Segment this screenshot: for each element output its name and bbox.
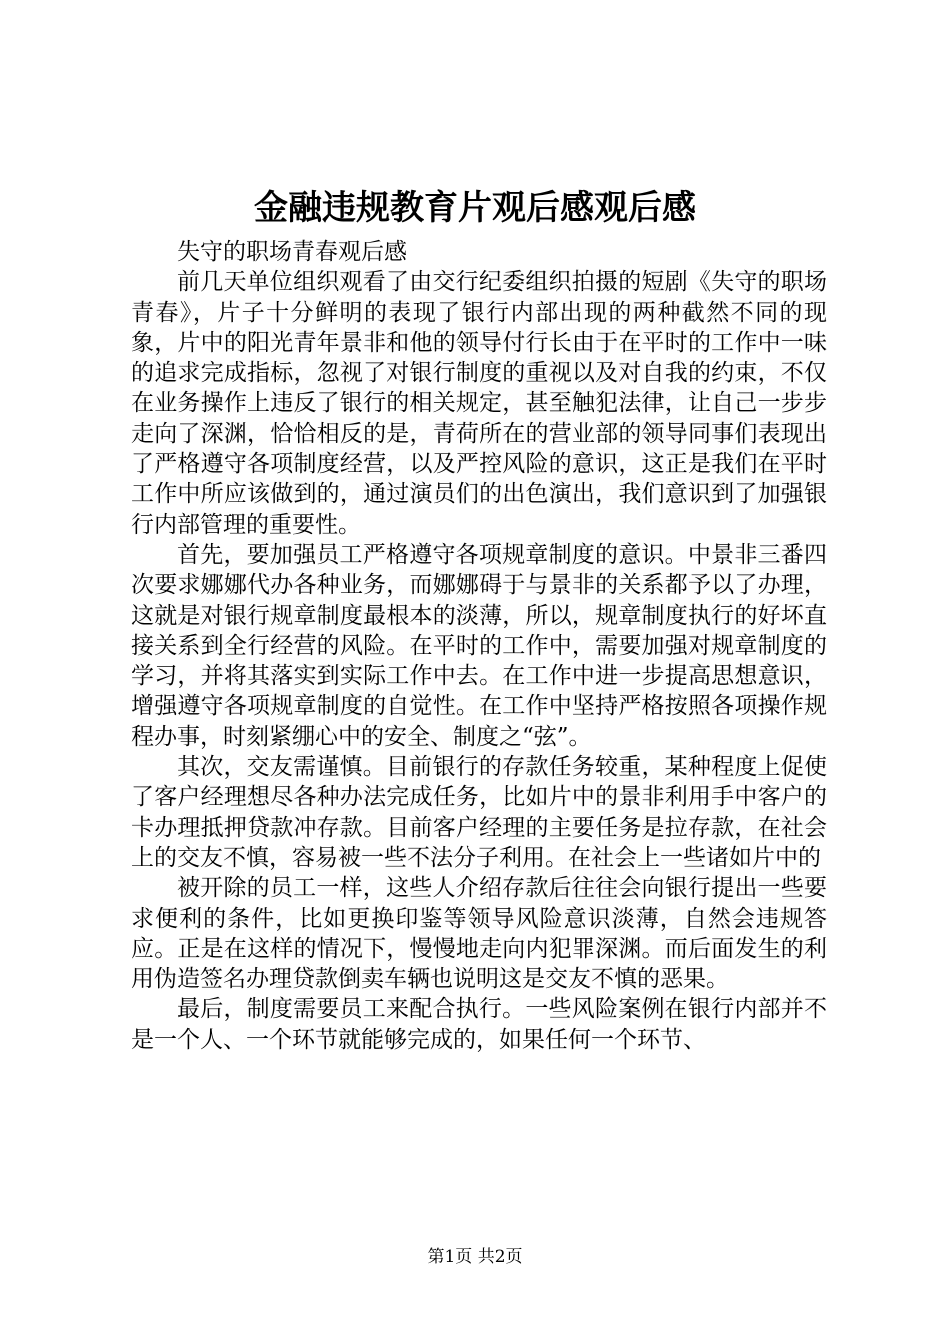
- body-paragraph: 其次，交友需谨慎。目前银行的存款任务较重，某种程度上促使了客户经理想尽各种办法完成任务，比如片中的景非利用手中客户的卡办理抵押贷款冲存款。目前客户经理的主要任务是拉存款，在社会上的交友不慎，容易被一些不法分子利用。在社会上一些诸如片中的: [131, 754, 827, 871]
- body-paragraph: 前几天单位组织观看了由交行纪委组织拍摄的短剧《失守的职场青春》，片子十分鲜明的表现了银行内部出现的两种截然不同的现象，片中的阳光青年景非和他的领导付行长由于在平时的工作中一味的追求完成指标，忽视了对银行制度的重视以及对自我的约束，不仅在业务操作上违反了银行的相关规定，甚至触犯法律，让自己一步步走向了深渊，恰恰相反的是，青荷所在的营业部的领导同事们表现出了严格遵守各项制度经营，以及严控风险的意识，这正是我们在平时工作中所应该做到的，通过演员们的出色演出，我们意识到了加强银行内部管理的重要性。: [131, 269, 827, 538]
- body-paragraph: 最后，制度需要员工来配合执行。一些风险案例在银行内部并不是一个人、一个环节就能够完成的，如果任何一个环节、: [131, 996, 827, 1053]
- document-body: [131, 237, 827, 1055]
- body-paragraph: 被开除的员工一样，这些人介绍存款后往往会向银行提出一些要求便利的条件，比如更换印鉴等领导风险意识淡薄，自然会违规答应。正是在这样的情况下，慢慢地走向内犯罪深渊。而后面发生的利用伪造签名办理贷款倒卖车辆也说明这是交友不慎的恶果。: [131, 875, 827, 993]
- document-title: 金融违规教育片观后感观后感: [254, 188, 696, 228]
- subtitle-paragraph: 失守的职场青春观后感: [177, 239, 407, 265]
- page-number-footer: 第1页 共2页: [427, 1247, 523, 1267]
- body-paragraph: 首先，要加强员工严格遵守各项规章制度的意识。中景非三番四次要求娜娜代办各种业务，而娜娜碍于与景非的关系都予以了办理，这就是对银行规章制度最根本的淡薄，所以，规章制度执行的好坏直接关系到全行经营的风险。在平时的工作中，需要加强对规章制度的学习，并将其落实到实际工作中去。在工作中进一步提高思想意识，增强遵守各项规章制度的自觉性。在工作中坚持严格按照各项操作规程办事，时刻紧绷心中的安全、制度之“弦”。: [131, 541, 827, 750]
